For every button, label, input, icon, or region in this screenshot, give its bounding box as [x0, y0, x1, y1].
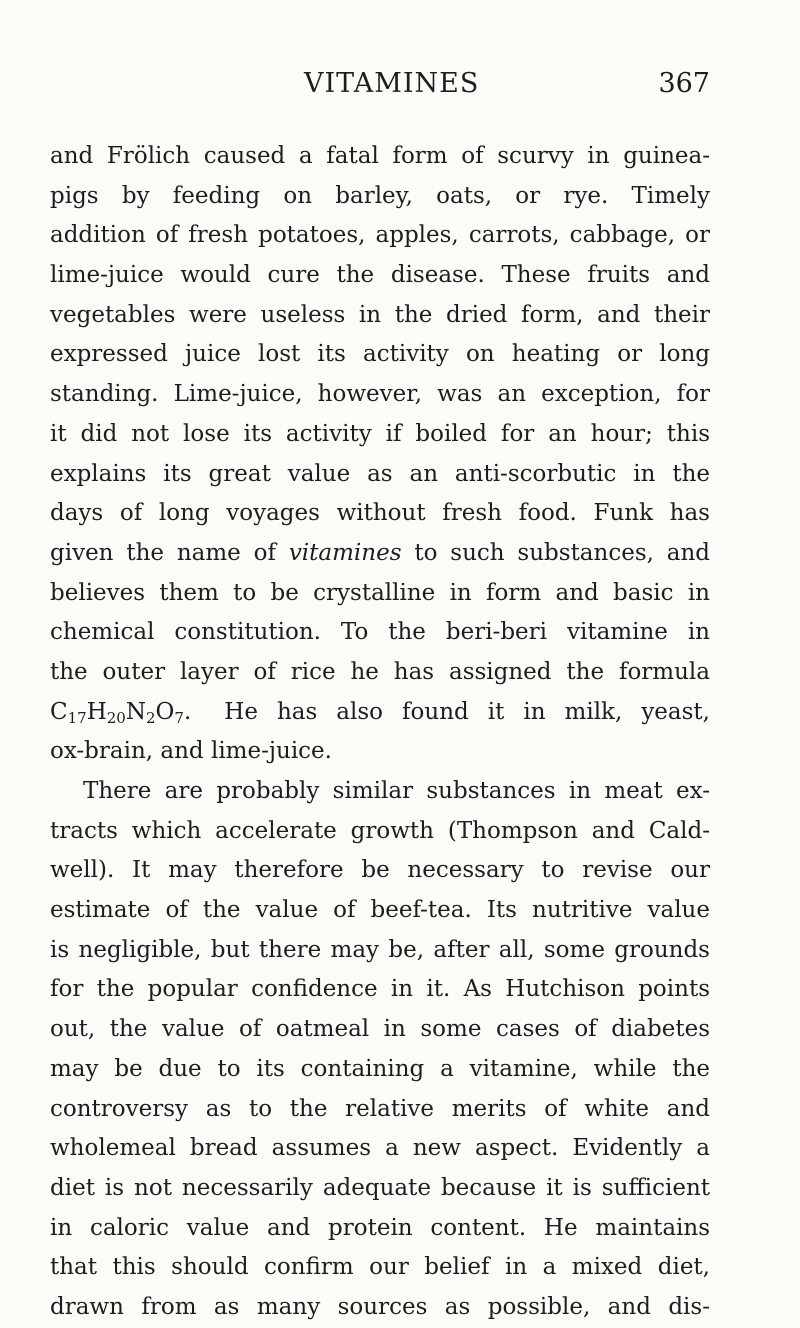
text-line: diet is not necessarily adequate because it is sufficient: [50, 1174, 710, 1201]
text-line: tracts which accelerate growth (Thompson and Cald-: [50, 817, 710, 844]
text-line: that this should confirm our belief in a mixed diet,: [50, 1254, 710, 1281]
text-line: in caloric value and protein content. He maintains: [50, 1214, 710, 1241]
text-line: expressed juice lost its activity on heating or long: [50, 341, 710, 368]
text-line: days of long voyages without fresh food. Funk has: [50, 500, 710, 527]
text-line: the outer layer of rice he has assigned the formula: [50, 658, 710, 685]
text-line: drawn from as many sources as possible, and dis-: [50, 1293, 710, 1320]
text-fragment: to such substances, and: [414, 539, 711, 566]
text-line: well). It may therefore be necessary to revise our: [50, 857, 710, 884]
formula-line: [50, 693, 710, 733]
body-text: [50, 137, 710, 1328]
text-line: and Frölich caused a fatal form of scurvy in guinea-: [50, 143, 710, 169]
text-line: explains its great value as an anti-scorbutic in the: [50, 460, 710, 487]
page-header: [0, 68, 800, 108]
text-line: lime-juice would cure the disease. These fruits and: [50, 262, 710, 289]
paragraph-first-line: There are probably similar substances in meat ex-: [83, 778, 710, 804]
text-line: addition of fresh potatoes, apples, carrots, cabbage, or: [50, 222, 710, 249]
running-title: VITAMINES: [304, 68, 480, 99]
text-line: standing. Lime-juice, however, was an exception, for: [50, 381, 710, 408]
page-number: 367: [658, 68, 710, 99]
text-line: vegetables were useless in the dried form, and their: [50, 301, 710, 328]
text-line: pigs by feeding on barley, oats, or rye. Timely: [50, 182, 710, 209]
italic-term-vitamines: vitamines: [288, 539, 402, 566]
text-line: it did not lose its activity if boiled for an hour; this: [50, 420, 710, 447]
text-line: for the popular confidence in it. As Hutchison points: [50, 976, 710, 1003]
chemical-formula: $C_{17}H_{20}N_2O_7$.: [50, 698, 192, 727]
text-line: estimate of the value of beef-tea. Its nutritive value: [50, 897, 710, 924]
text-line: chemical constitution. To the beri-beri vitamine in: [50, 619, 710, 646]
text-line: wholemeal bread assumes a new aspect. Evidently a: [50, 1135, 710, 1162]
text-fragment: given the name of: [50, 539, 276, 566]
text-line: out, the value of oatmeal in some cases of diabetes: [50, 1016, 710, 1043]
text-line: controversy as to the relative merits of white and: [50, 1095, 710, 1122]
text-line: believes them to be crystalline in form and basic in: [50, 579, 710, 606]
text-fragment: He has also found it in milk, yeast,: [224, 698, 710, 725]
text-line: is negligible, but there may be, after all, some grounds: [50, 936, 710, 963]
text-line: ox-brain, and lime-juice.: [50, 738, 332, 765]
text-line-with-italic: [50, 534, 710, 574]
text-line: may be due to its containing a vitamine, while the: [50, 1055, 710, 1082]
